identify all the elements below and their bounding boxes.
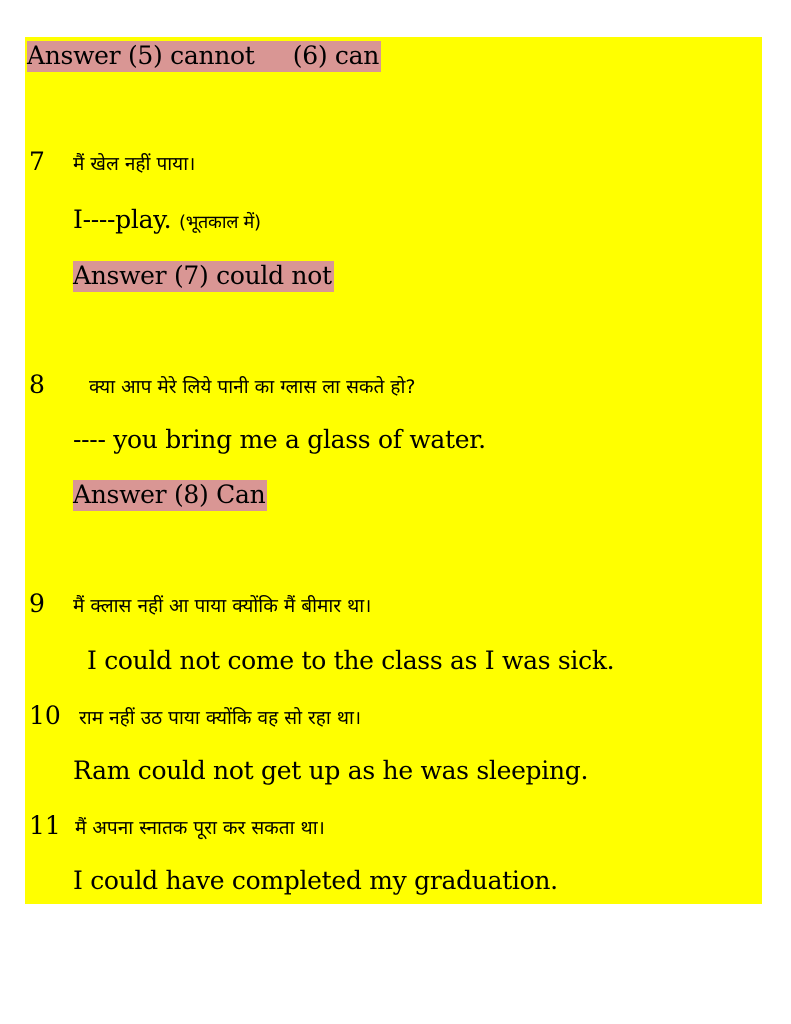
answer-7: Answer (7) could not (73, 261, 332, 290)
question-11-english-line (73, 866, 558, 895)
question-10-english-line (73, 756, 588, 785)
question-11-hindi-line (29, 811, 325, 840)
question-11-number: 11 (29, 811, 61, 840)
question-9-english-line (87, 646, 614, 675)
answer-8-line (73, 480, 267, 509)
question-7-hint: (भूतकाल में) (178, 212, 261, 233)
question-11-english: I could have completed my graduation. (73, 866, 558, 895)
question-7-hindi-line (29, 147, 195, 176)
question-7-english: I----play. (73, 205, 172, 234)
question-8-hindi: क्या आप मेरे लिये पानी का ग्लास ला सकते हो? (89, 376, 416, 398)
answer-5-6-line (27, 41, 381, 70)
question-9-hindi-line (29, 589, 371, 618)
question-10-hindi-line (29, 701, 361, 730)
question-10-hindi: राम नहीं उठ पाया क्योंकि वह सो रहा था। (79, 707, 362, 729)
question-8-number: 8 (29, 370, 45, 399)
question-7-number: 7 (29, 147, 45, 176)
answer-8: Answer (8) Can (73, 480, 266, 509)
question-8-english: ---- you bring me a glass of water. (73, 425, 486, 454)
question-8-english-line (73, 425, 486, 454)
question-9-english: I could not come to the class as I was sick. (87, 646, 615, 675)
question-7-hindi: मैं खेल नहीं पाया। (73, 153, 196, 175)
question-8-hindi-line (29, 370, 415, 399)
answer-5-6: Answer (5) cannot (6) can (27, 41, 380, 70)
question-10-english: Ram could not get up as he was sleeping. (73, 756, 589, 785)
question-7-english-line (73, 205, 261, 234)
question-10-number: 10 (29, 701, 61, 730)
question-9-number: 9 (29, 589, 45, 618)
worksheet-page (25, 37, 762, 904)
question-9-hindi: मैं क्लास नहीं आ पाया क्योंकि मैं बीमार था। (73, 595, 372, 617)
answer-7-line (73, 261, 334, 290)
question-11-hindi: मैं अपना स्नातक पूरा कर सकता था। (75, 817, 325, 839)
